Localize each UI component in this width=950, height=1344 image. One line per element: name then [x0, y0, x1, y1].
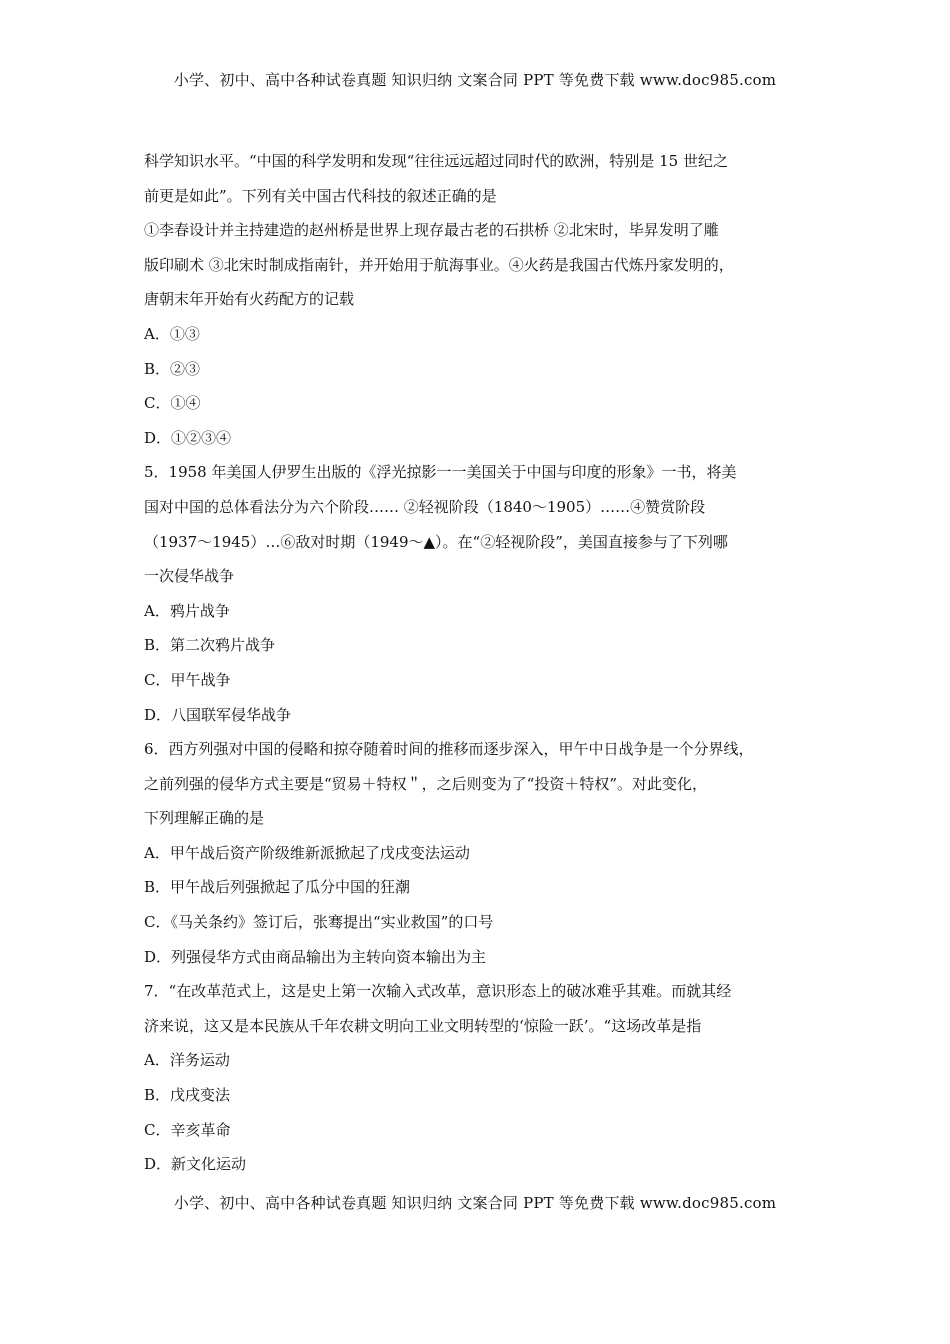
question-5	[144, 455, 834, 732]
question-stem-line: 科学知识水平。“中国的科学发明和发现“往往远远超过同时代的欧洲，特别是 15 世纪之	[144, 152, 728, 170]
question-stem-line: 6．西方列强对中国的侵略和掠夺随着时间的推移而逐步深入，甲午中日战争是一个分界线，	[144, 740, 754, 759]
question-stem-line: 前更是如此”。下列有关中国古代科技的叙述正确的是	[144, 186, 497, 205]
answer-option-c: C．辛亥革命	[144, 1120, 231, 1139]
question-7	[144, 974, 834, 1182]
answer-option-c: C．甲午战争	[144, 670, 231, 689]
question-stem-line: 唐朝末年开始有火药配方的记载	[144, 290, 355, 309]
answer-option-a: A．①③	[144, 324, 200, 343]
answer-option-d: D．八国联军侵华战争	[144, 705, 292, 724]
page-header: 小学、初中、高中各种试卷真题 知识归纳 文案合同 PPT 等免费下载 www.doc985.com	[173, 71, 777, 89]
answer-option-b: B．②③	[144, 359, 201, 378]
question-stem-line: 7．“在改革范式上，这是史上第一次输入式改革，意识形态上的破冰难乎其难。而就其经	[144, 982, 732, 1001]
answer-option-d: D．新文化运动	[144, 1155, 247, 1174]
answer-option-b: B．戊戌变法	[144, 1086, 231, 1105]
answer-option-a: A．鸦片战争	[144, 601, 230, 620]
page-footer: 小学、初中、高中各种试卷真题 知识归纳 文案合同 PPT 等免费下载 www.doc985.com	[173, 1194, 777, 1212]
question-stem-line: 国对中国的总体看法分为六个阶段…… ②轻视阶段（1840～1905）……④赞赏阶段	[144, 497, 706, 516]
question-stem-line: ①李春设计并主持建造的赵州桥是世界上现存最古老的石拱桥 ②北宋时，毕昇发明了雕	[144, 221, 719, 240]
question-stem-line: 5．1958 年美国人伊罗生出版的《浮光掠影一一美国关于中国与印度的形象》一书，将美	[144, 463, 737, 482]
question-stem-line: 版印刷术 ③北宋时制成指南针，并开始用于航海事业。④火药是我国古代炼丹家发明的，	[144, 255, 734, 274]
answer-option-a: A．甲午战后资产阶级维新派掀起了戊戌变法运动	[144, 843, 470, 862]
question-4	[144, 144, 834, 455]
document-body	[144, 144, 834, 1182]
answer-option-b: B．甲午战后列强掀起了瓜分中国的狂潮	[144, 878, 411, 897]
answer-option-d: D．①②③④	[144, 428, 232, 447]
question-6	[144, 732, 834, 974]
answer-option-c: C．《马关条约》签订后，张骞提出“实业救国”的口号	[144, 913, 494, 932]
question-stem-line: 之前列强的侵华方式主要是“贸易＋特权＂，之后则变为了“投资＋特权”。对此变化，	[144, 774, 708, 793]
answer-option-d: D．列强侵华方式由商品输出为主转向资本输出为主	[144, 947, 487, 966]
answer-option-c: C．①④	[144, 394, 201, 413]
answer-option-a: A．洋务运动	[144, 1051, 230, 1070]
question-stem-line: 一次侵华战争	[144, 567, 235, 586]
answer-option-b: B．第二次鸦片战争	[144, 636, 276, 655]
question-stem-line: 下列理解正确的是	[144, 809, 265, 828]
question-stem-line: （1937～1945）…⑥敌对时期（1949～▲）。在“②轻视阶段”，美国直接参与了下列哪	[144, 532, 728, 551]
question-stem-line: 济来说，这又是本民族从千年农耕文明向工业文明转型的‘惊险一跃’。“这场改革是指	[144, 1016, 702, 1035]
